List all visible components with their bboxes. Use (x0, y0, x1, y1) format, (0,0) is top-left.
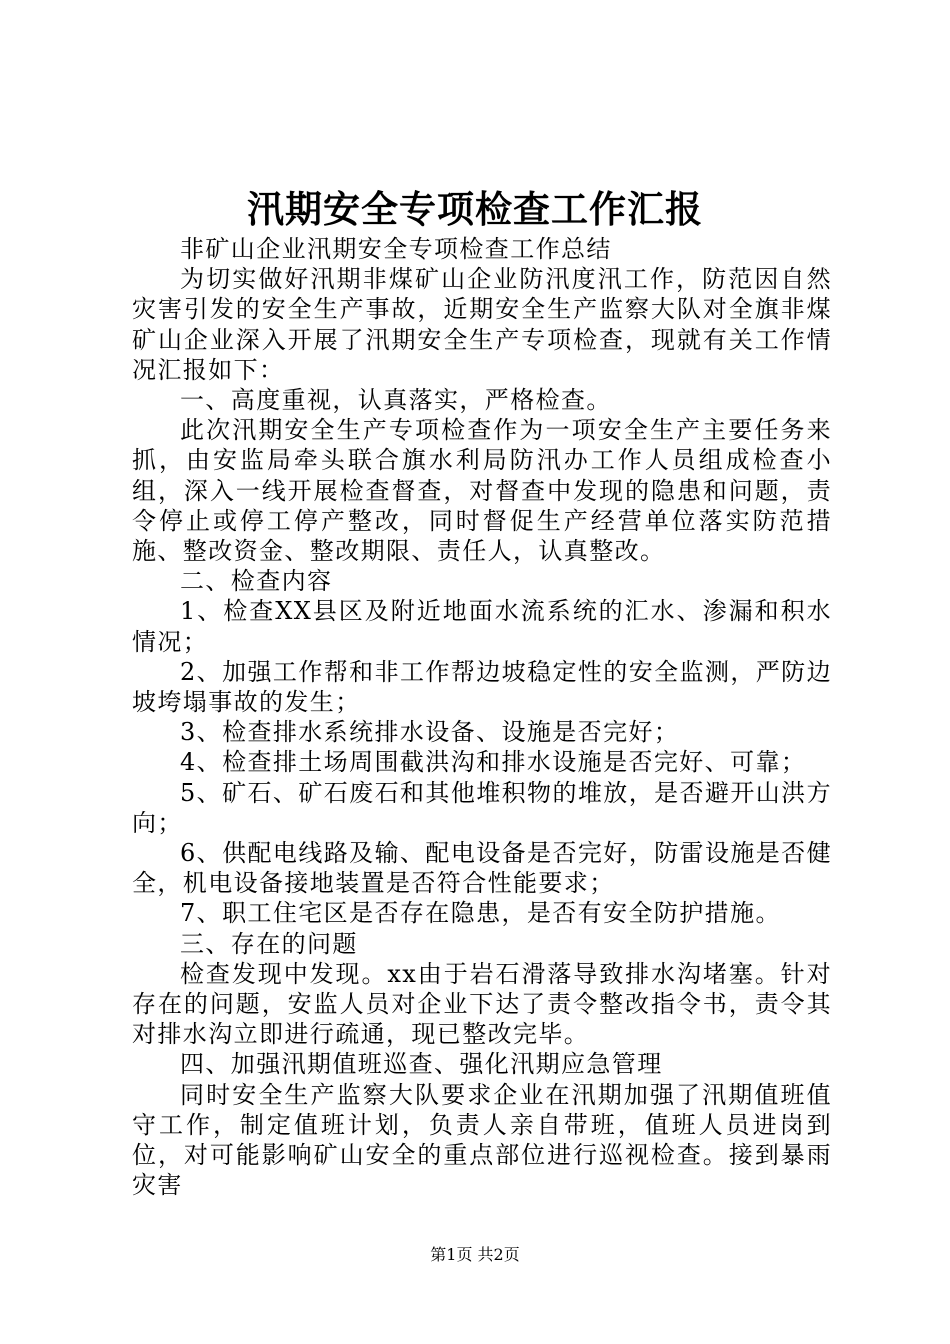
section-paragraph-1: 此次汛期安全生产专项检查作为一项安全生产主要任务来抓，由安监局牵头联合旗水利局防汛办工作人员组成检查小组，深入一线开展检查督查，对督查中发现的隐患和问题，责令停止或停工停产整改，同时督促生产经营单位落实防范措施、整改资金、整改期限、责任人，认真整改。 (132, 416, 832, 566)
checklist-item-6: 6、供配电线路及输、配电设备是否完好，防雷设施是否健全，机电设备接地装置是否符合性能要求； (132, 839, 832, 898)
checklist-item-5: 5、矿石、矿石废石和其他堆积物的堆放，是否避开山洪方向； (132, 778, 832, 837)
checklist-item-4: 4、检查排土场周围截洪沟和排水设施是否完好、可靠； (180, 748, 807, 777)
document-body (132, 234, 832, 1201)
checklist-item-1: 1、检查XX县区及附近地面水流系统的汇水、渗漏和积水情况； (132, 597, 832, 656)
section-paragraph-4: 同时安全生产监察大队要求企业在汛期加强了汛期值班值守工作，制定值班计划，负责人亲自带班，值班人员进岗到位，对可能影响矿山安全的重点部位进行巡视检查。接到暴雨灾害 (132, 1080, 832, 1200)
checklist-item-7: 7、职工住宅区是否存在隐患，是否有安全防护措施。 (180, 899, 781, 928)
section-heading-2: 二、检查内容 (180, 567, 333, 596)
section-heading-1: 一、高度重视，认真落实，严格检查。 (180, 386, 612, 415)
subtitle-paragraph: 非矿山企业汛期安全专项检查工作总结 (180, 235, 612, 263)
checklist-item-2: 2、加强工作帮和非工作帮边坡稳定性的安全监测，严防边坡垮塌事故的发生； (132, 657, 832, 717)
checklist-item-3: 3、检查排水系统排水设备、设施是否完好； (180, 718, 680, 747)
section-paragraph-3: 检查发现中发现。xx由于岩石滑落导致排水沟堵塞。针对存在的问题，安监人员对企业下达了责令整改指令书，责令其对排水沟立即进行疏通，现已整改完毕。 (132, 959, 832, 1049)
section-heading-3: 三、存在的问题 (180, 929, 358, 958)
section-heading-4: 四、加强汛期值班巡查、强化汛期应急管理 (180, 1050, 663, 1079)
intro-paragraph: 为切实做好汛期非煤矿山企业防汛度汛工作，防范因自然灾害引发的安全生产事故，近期安全生产监察大队对全旗非煤矿山企业深入开展了汛期安全生产专项检查，现就有关工作情况汇报如下： (132, 265, 832, 384)
page-footer: 第1页 共2页 (430, 1245, 520, 1264)
document-title: 汛期安全专项检查工作汇报 (247, 187, 703, 231)
